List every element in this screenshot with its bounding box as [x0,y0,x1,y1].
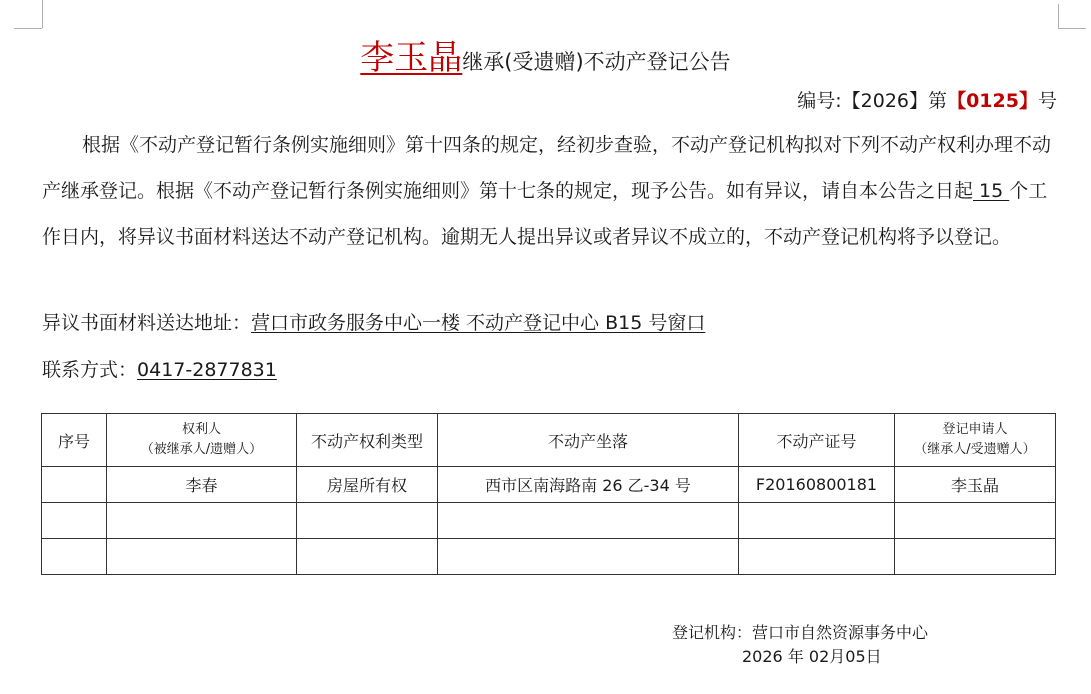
header-right-type: 不动产权利类型 [297,414,438,467]
cell-applicant: 李玉晶 [895,467,1056,503]
objection-address [42,308,705,335]
page-corner-mark-top-right [1058,4,1059,28]
date-year-unit: 年 [787,647,804,666]
cell-cert [739,539,895,575]
title-applicant-name: 李玉晶 [360,38,463,78]
number-value: 0125 [966,90,1019,112]
date-month: 02 [808,647,830,666]
date-day-unit: 日 [865,647,882,666]
table-row [42,503,1056,539]
cell-location [438,503,739,539]
cell-right-type [297,503,438,539]
cell-applicant [895,503,1056,539]
header-applicant [895,414,1056,467]
header-applicant-title: 登记申请人 [942,422,1008,437]
number-bracket: 【 [947,90,967,112]
table-row [42,467,1056,503]
header-location: 不动产坐落 [438,414,739,467]
authority-name: 营口市自然资源事务中心 [752,623,929,642]
number-bracket: 【 [841,90,861,112]
cell-cert [739,503,895,539]
date-year: 2026 [742,647,783,666]
cell-location: 西市区南海路南 26 乙-34 号 [438,467,739,503]
contact-info [42,355,277,382]
number-prefix: 编号: [797,90,842,112]
number-di: 第 [928,90,948,112]
notice-date [742,644,882,667]
header-holder-sub: （被继承人/遗赠人） [140,442,263,457]
cell-applicant [895,539,1056,575]
cell-holder [107,539,297,575]
date-day: 05 [845,647,866,666]
cell-location [438,539,739,575]
objection-days: 15 [973,180,1010,202]
cell-holder: 李春 [107,467,297,503]
page-corner-mark-top-left [14,28,42,29]
address-label: 异议书面材料送达地址： [42,312,252,334]
page-corner-mark-top-right [1058,28,1086,29]
number-bracket: 】 [909,90,929,112]
cell-right-type: 房屋所有权 [297,467,438,503]
cell-cert: F20160800181 [739,467,895,503]
number-year: 2026 [860,90,910,112]
header-holder [107,414,297,467]
page-corner-mark-top-left [42,0,43,28]
table-header-row [42,414,1056,467]
cell-right-type [297,539,438,575]
header-seq: 序号 [42,414,107,467]
notice-title [0,30,1091,79]
contact-phone: 0417-2877831 [137,359,277,381]
body-text-part1: 根据《不动产登记暂行条例实施细则》第十四条的规定，经初步查验，不动产登记机构拟对下列不动产权利办理不动产继承登记。根据《不动产登记暂行条例实施细则》第十七条的规定，现予公告。如有异议，请自本公告之日起 [42,134,1052,202]
body-text-part2: 个工作日内，将异议书面材料送达不动产登记机构。逾期无人提出异议或者异议不成立的，不动产登记机构将予以登记。 [42,180,1048,248]
notice-body [42,122,1060,260]
header-holder-title: 权利人 [181,422,221,437]
registration-authority [672,620,928,643]
address-value: 营口市政务服务中心一楼 不动产登记中心 B15 号窗口 [251,312,706,334]
header-applicant-sub: （继承人/受遗赠人） [914,442,1036,457]
registration-table [41,413,1056,575]
contact-label: 联系方式： [42,359,138,381]
cell-seq [42,503,107,539]
authority-label: 登记机构： [672,623,753,642]
cell-seq [42,467,107,503]
cell-holder [107,503,297,539]
title-text: 继承(受遗赠)不动产登记公告 [462,50,731,74]
cell-seq [42,539,107,575]
number-bracket: 】 [1018,90,1038,112]
table-row [42,539,1056,575]
date-month-unit: 月 [829,647,846,666]
number-suffix: 号 [1037,90,1057,112]
header-cert: 不动产证号 [739,414,895,467]
notice-number [797,86,1057,113]
